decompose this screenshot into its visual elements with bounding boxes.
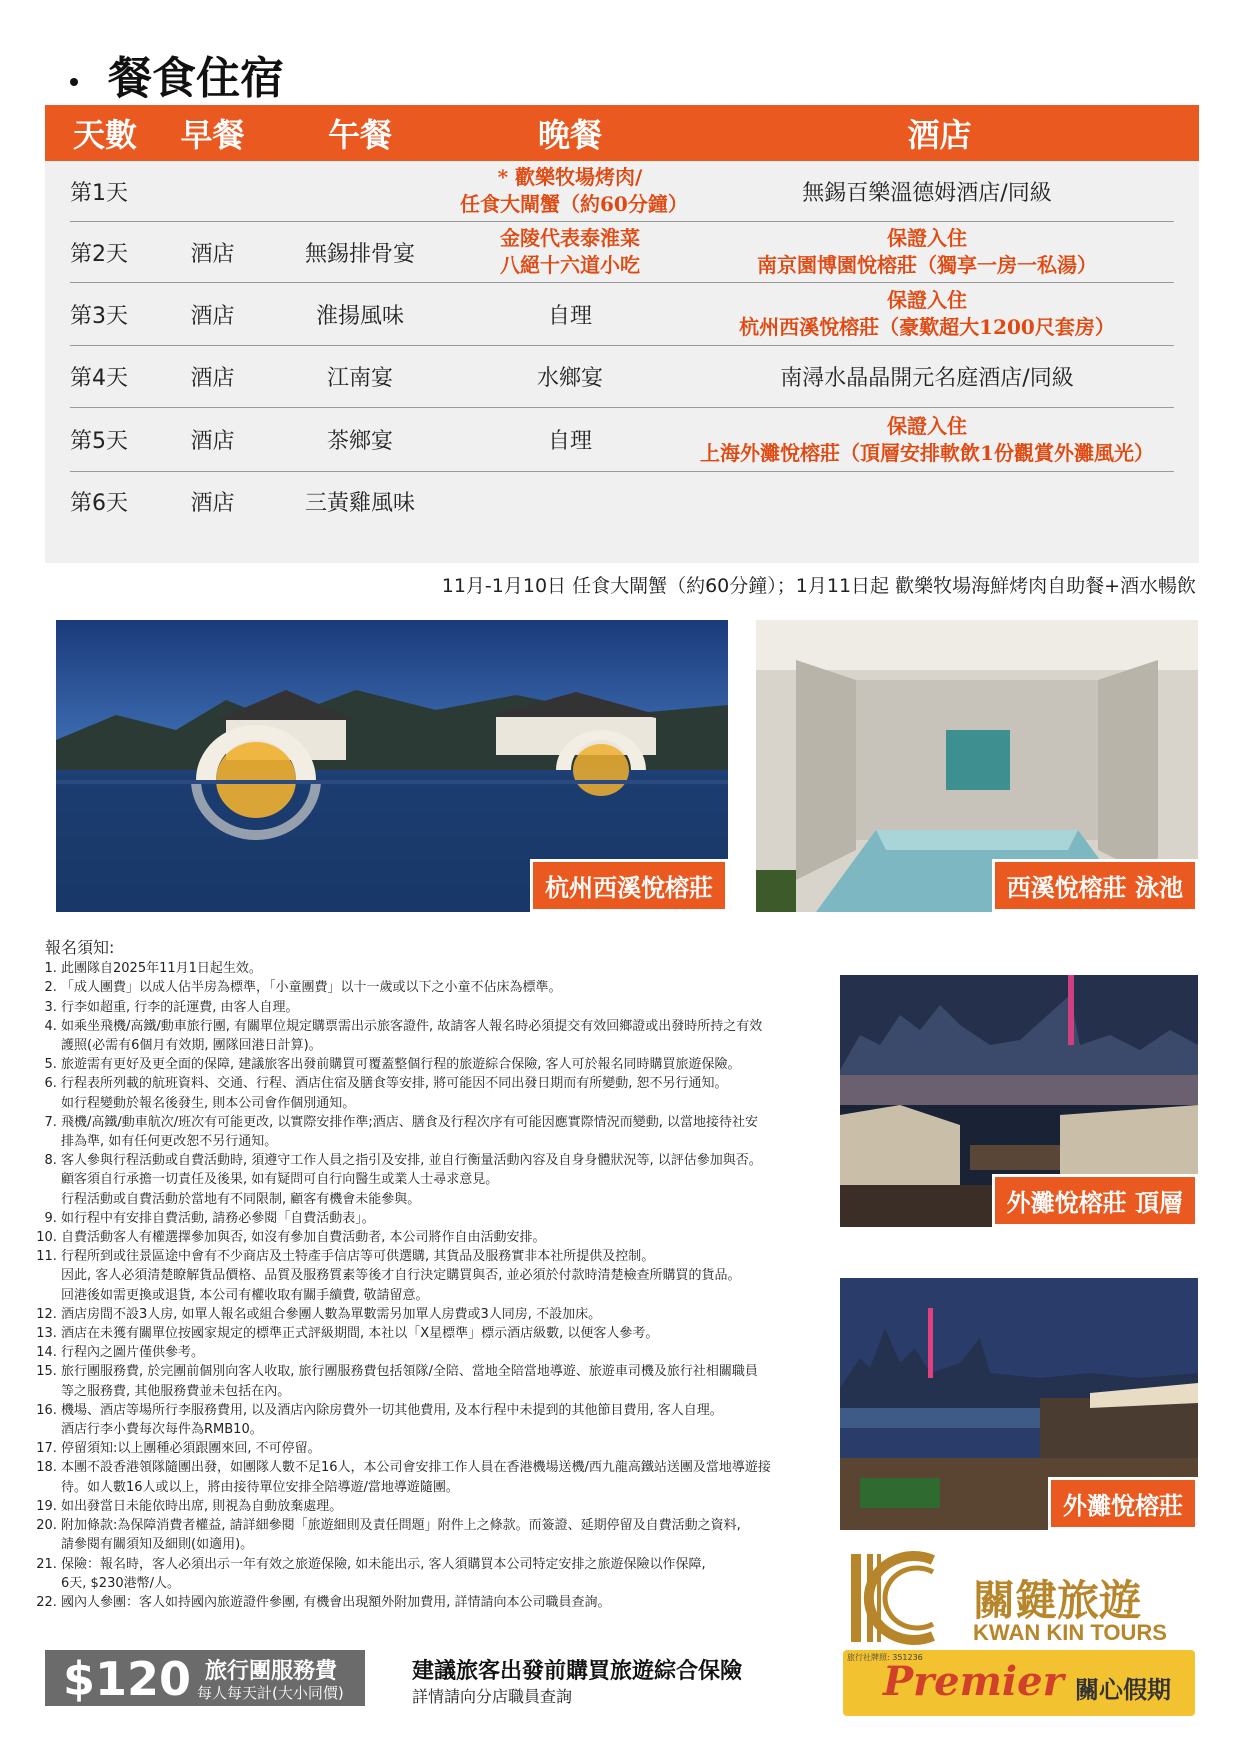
photo-caption: 西溪悅榕莊 泳池	[992, 859, 1198, 912]
notes-line: 顧客須自行承擔一切責任及後果, 如有疑問可自行向醫生或業人士尋求意見。	[61, 1172, 499, 1188]
header-lunch: 午餐	[327, 116, 392, 154]
notes-item	[61, 998, 825, 1017]
notes-item	[61, 978, 825, 997]
header-dinner: 晚餐	[537, 116, 602, 154]
header-breakfast: 早餐	[180, 116, 245, 154]
fee-subtitle: 每人每天計(大小同價)	[197, 1684, 344, 1702]
notes-item	[61, 1247, 825, 1305]
notes-line: 待。如人數16人或以上，將由接待單位安排全陪導遊/當地導遊隨團。	[61, 1479, 459, 1495]
notes-line: 12. 酒店房間不設3人房, 如單人報名或組合參團人數為單數需另加單人房費或3人同房, 不設加床。	[61, 1306, 602, 1322]
notes-line: 7. 飛機/高鐵/動車航次/班次有可能更改, 以實際安排作準;酒店、膳食及行程次序有可能因應實際情況而變動, 以當地接待社安	[61, 1114, 759, 1130]
notes-item	[61, 1324, 825, 1343]
photo-caption: 外灘悅榕莊	[1048, 1477, 1198, 1530]
notes-line: 排為準, 如有任何更改恕不另行通知。	[61, 1134, 278, 1150]
header-hotel: 酒店	[907, 116, 972, 154]
insurance-title: 建議旅客出發前購買旅遊綜合保險	[412, 1658, 743, 1684]
notes-item	[61, 1017, 825, 1055]
photo-xixi-banyan-tree	[56, 620, 728, 912]
notes-line: 等之服務費, 其他服務費並未包括在內。	[61, 1383, 291, 1399]
table-row: 第4天 酒店 江南宴 水鄉宴 南潯水晶晶開元名庭酒店/同級	[70, 346, 1174, 408]
insurance-subtitle: 詳情請向分店職員查詢	[412, 1687, 573, 1706]
photo-bund-banyan-tree	[840, 1278, 1198, 1530]
notes-line: 酒店行李小費每次每件為RMB10。	[61, 1422, 263, 1438]
notes-line: 16. 機場、酒店等場所行李服務費用, 以及酒店內除房費外一切其他費用, 及本行程中未提到的其他節目費用, 客人自理。	[61, 1402, 723, 1418]
notes-item	[61, 1497, 825, 1516]
meal-hotel-table	[45, 105, 1199, 563]
notes-item	[61, 1362, 825, 1400]
notes-line: 8. 客人參與行程活動或自費活動時, 須遵守工作人員之指引及安排, 並自行衡量活動內容及自身身體狀況等, 以評估參加與否。	[61, 1153, 762, 1169]
notes-line: 請參閱有關須知及細則(如適用)。	[61, 1537, 254, 1553]
fee-price: $120	[63, 1652, 192, 1706]
notes-line: 1. 此團隊自2025年11月1日起生效。	[61, 961, 262, 977]
table-row: 第2天 酒店 無錫排骨宴 金陵代表泰淮菜 八絕十六道小吃 保證入住 南京園博園悅榕莊（獨享一房一私湯）	[70, 222, 1174, 283]
logo-license: 旅行社牌照: 351236	[847, 1653, 923, 1662]
notes-item	[61, 1055, 825, 1074]
notes-line: 行程活動或自費活動於當地有不同限制, 顧客有機會未能參與。	[61, 1191, 421, 1207]
notes-line: 17. 停留須知:以上團種必須跟團來回, 不可停留。	[61, 1441, 321, 1457]
notes-line: 6. 行程表所列載的航班資料、交通、行程、酒店住宿及膳食等安排, 將可能因不同出發日期而有所變動, 恕不另行通知。	[61, 1076, 728, 1092]
notes-item	[61, 1305, 825, 1324]
notes-line: 18. 本團不設香港領隊隨團出發，如團隊人數不足16人，本公司會安排工作人員在香港機場送機/西九龍高鐵站送團及當地導遊接	[61, 1460, 771, 1476]
bullet-icon	[70, 78, 78, 86]
notes-line: 2. 「成人團費」以成人佔半房為標準，「小童團費」以十一歲或以下之小童不佔床為標準。	[61, 980, 562, 996]
table-row: 第6天 酒店 三黃雞風味	[70, 490, 415, 516]
logo-name-cn: 關鍵旅遊	[973, 1576, 1142, 1625]
table-footnote: 11月-1月10日 任食大閘蟹（約60分鐘）；1月11日起 歡樂牧場海鮮烤肉自助餐+酒水暢飲	[441, 575, 1196, 597]
notes-item	[61, 1209, 825, 1228]
table-row: 第3天 酒店 淮揚風味 自理 保證入住 杭州西溪悅榕莊（豪歎超大1200尺套房）	[70, 283, 1174, 346]
notes-line: 13. 酒店在未獲有關單位按國家規定的標準正式評級期間, 本社以「X星標準」標示酒店級數, 以便客人參考。	[61, 1326, 659, 1342]
notes-line: 護照(必需有6個月有效期, 團隊回港日計算)。	[61, 1038, 322, 1054]
logo-premier: Premier	[883, 1658, 1064, 1705]
notes-item	[61, 1439, 825, 1458]
notes-line: 14. 行程內之圖片僅供參考。	[61, 1345, 205, 1361]
notes-line: 5. 旅遊需有更好及更全面的保障, 建議旅客出發前購買可覆蓋整個行程的旅遊綜合保險, 客人可於報名同時購買旅遊保險。	[61, 1057, 741, 1073]
table-row: 第1天 * 歡樂牧場烤肉/ 任食大閘蟹（約60分鐘） 無錫百樂溫德姆酒店/同級	[70, 161, 1174, 222]
notes-line: 20. 附加條款:為保障消費者權益, 請詳細參閱「旅遊細則及責任問題」附件上之條款。而簽證、延期停留及自費活動之資料,	[61, 1518, 741, 1534]
notes-line: 22. 國內人參團：客人如持國內旅遊證件參團, 有機會出現額外附加費用, 詳情請向本公司職員查詢。	[61, 1594, 611, 1610]
table-row: 第5天 酒店 茶鄉宴 自理 保證入住 上海外灘悅榕莊（頂層安排軟飲1份觀賞外灘風光）	[70, 408, 1174, 472]
notes-line: 21. 保險：報名時，客人必須出示一年有效之旅遊保險, 如未能出示, 客人須購買本公司特定安排之旅遊保險以作保障,	[61, 1556, 706, 1572]
notes-line: 9. 如行程中有安排自費活動, 請務必參閱「自費活動表」。	[61, 1210, 375, 1226]
notes-list	[45, 959, 825, 1612]
notes-line: 10. 自費活動客人有權選擇參加與否, 如沒有參加自費活動者, 本公司將作自由活動安排。	[61, 1230, 546, 1246]
notes-item	[61, 1555, 825, 1593]
logo-name-en: KWAN KIN TOURS	[973, 1620, 1167, 1645]
notes-line: 15. 旅行團服務費, 於完團前個別向客人收取, 旅行團服務費包括領隊/全陪、當地全陪當地導遊、旅遊車司機及旅行社相關職員	[61, 1364, 758, 1380]
notes-line: 4. 如乘坐飛機/高鐵/動車旅行團, 有關單位規定購票需出示旅客證件, 故請客人報名時必須提交有效回鄉證或出發時所持之有效	[61, 1018, 763, 1034]
photo-bund-rooftop	[840, 975, 1198, 1227]
notes-line: 因此, 客人必須清楚瞭解貨品價格、品質及服務質素等後才自行決定購買與否, 並必須於付款時清楚檢查所購買的貨品。	[61, 1268, 741, 1284]
fee-title: 旅行團服務費	[205, 1658, 338, 1684]
notes-line: 如行程變動於報名後發生, 則本公司會作個別通知。	[61, 1095, 356, 1111]
photo-caption: 杭州西溪悅榕莊	[530, 859, 728, 912]
kwan-kin-tours-logo	[843, 1548, 1195, 1718]
notes-item	[61, 1458, 825, 1496]
logo-slogan: 關心假期	[1075, 1675, 1171, 1704]
service-fee-box	[45, 1650, 365, 1706]
notes-heading: 報名須知:	[45, 938, 115, 957]
notes-line: 19. 如出發當日未能依時出席, 則視為自動放棄處理。	[61, 1498, 343, 1514]
notes-item	[61, 1593, 825, 1612]
header-day: 天數	[72, 116, 137, 154]
notes-item	[61, 1516, 825, 1554]
notes-item	[61, 1074, 825, 1112]
notes-item	[61, 959, 825, 978]
notes-item	[61, 1113, 825, 1151]
notes-line: 11. 行程所到或往景區途中會有不少商店及土特產手信店等可供選購, 其貨品及服務實非本社所提供及控制。	[61, 1249, 655, 1265]
registration-notes	[45, 938, 825, 1612]
photo-caption: 外灘悅榕莊 頂層	[992, 1174, 1198, 1227]
notes-item	[61, 1401, 825, 1439]
section-title: 餐食住宿	[70, 42, 284, 106]
notes-line: 6天, $230港幣/人。	[61, 1575, 180, 1591]
notes-item	[61, 1228, 825, 1247]
photo-xixi-pool	[756, 620, 1198, 912]
notes-item	[61, 1343, 825, 1362]
table-header	[45, 105, 1199, 161]
notes-line: 3. 行李如超重, 行李的託運費, 由客人自理。	[61, 999, 299, 1015]
notes-item	[61, 1151, 825, 1209]
notes-line: 回港後如需更換或退貨, 本公司有權收取有關手續費, 敬請留意。	[61, 1287, 429, 1303]
